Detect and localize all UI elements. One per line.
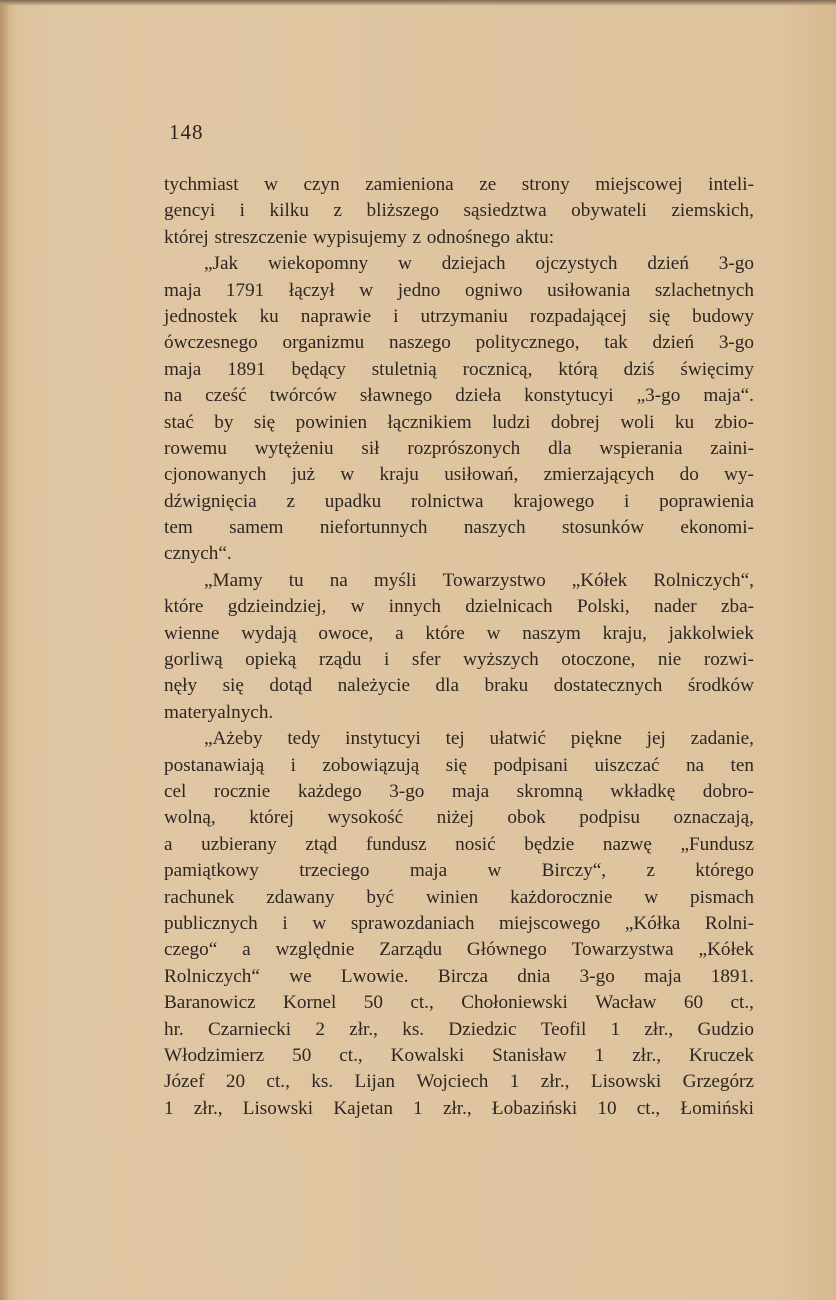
text-line: ówczesnego organizmu naszego politycznego, tak dzień 3-go	[164, 332, 754, 354]
text-line: na cześć twórców sławnego dzieła konstytucyi „3-go maja“.	[164, 385, 754, 407]
page-number: 148	[169, 120, 204, 144]
text-line: cznych“.	[164, 543, 232, 565]
text-line: nęły się dotąd należycie dla braku dostatecznych środków	[164, 675, 754, 697]
text-line: które gdzieindziej, w innych dzielnicach Polski, nader zba-	[164, 596, 754, 618]
text-line: wolną, której wysokość niżej obok podpisu oznaczają,	[164, 807, 754, 829]
text-line: stać by się powinien łącznikiem ludzi dobrej woli ku zbio-	[164, 411, 754, 433]
text-line: cel rocznie każdego 3-go maja skromną wkładkę dobro-	[164, 780, 754, 802]
text-line: Włodzimierz 50 ct., Kowalski Stanisław 1 złr., Kruczek	[164, 1044, 754, 1066]
text-line: pamiątkowy trzeciego maja w Birczy“, z którego	[164, 860, 754, 882]
text-line: hr. Czarniecki 2 złr., ks. Dziedzic Teofil 1 złr., Gudzio	[164, 1018, 754, 1040]
text-line: tem samem niefortunnych naszych stosunków ekonomi-	[164, 517, 754, 539]
text-line: rachunek zdawany być winien każdorocznie w pismach	[164, 886, 754, 908]
text-line: cjonowanych już w kraju usiłowań, zmierzających do wy-	[164, 464, 754, 486]
text-line: Józef 20 ct., ks. Lijan Wojciech 1 złr., Lisowski Grzegórz	[164, 1071, 754, 1093]
text-line: rowemu wytężeniu sił rozprószonych dla wspierania zaini-	[164, 437, 754, 459]
text-line: maja 1891 będący stuletnią rocznicą, którą dziś święcimy	[164, 358, 754, 380]
text-line: „Mamy tu na myśli Towarzystwo „Kółek Rolniczych“,	[204, 569, 754, 591]
text-line: a uzbierany ztąd fundusz nosić będzie nazwę „Fundusz	[164, 833, 754, 855]
text-line: której streszczenie wypisujemy z odnośnego aktu:	[164, 226, 555, 248]
text-line: wienne wydają owoce, a które w naszym kraju, jakkolwiek	[164, 622, 754, 644]
text-line: publicznych i w sprawozdaniach miejscowego „Kółka Rolni-	[164, 912, 754, 934]
text-line: tychmiast w czyn zamieniona ze strony miejscowej inteli-	[164, 174, 754, 195]
text-line: „Jak wiekopomny w dziejach ojczystych dzień 3-go	[204, 253, 754, 275]
text-line: gencyi i kilku z bliższego sąsiedztwa obywateli ziemskich,	[164, 200, 754, 222]
page-top-edge	[0, 0, 836, 6]
text-line: dźwignięcia z upadku rolnictwa krajowego i poprawienia	[164, 490, 754, 512]
text-line: jednostek ku naprawie i utrzymaniu rozpadającej się budowy	[164, 305, 754, 327]
page-left-edge	[0, 0, 8, 1300]
text-line: postanawiają i zobowiązują się podpisani uiszczać na ten	[164, 754, 754, 776]
text-line: maja 1791 łączył w jedno ogniwo usiłowania szlachetnych	[164, 279, 754, 301]
body-text	[164, 172, 754, 1122]
text-line: 1 złr., Lisowski Kajetan 1 złr., Łobaziński 10 ct., Łomiński	[164, 1097, 754, 1119]
text-line: gorliwą opieką rządu i sfer wyższych otoczone, nie rozwi-	[164, 649, 754, 671]
text-line: Rolniczych“ we Lwowie. Bircza dnia 3-go maja 1891.	[164, 965, 754, 987]
text-line: „Ażeby tedy instytucyi tej ułatwić piękne jej zadanie,	[204, 728, 754, 750]
text-line: czego“ a względnie Zarządu Głównego Towarzystwa „Kółek	[164, 939, 754, 961]
text-line: Baranowicz Kornel 50 ct., Chołoniewski Wacław 60 ct.,	[164, 992, 754, 1014]
text-line: materyalnych.	[164, 701, 274, 723]
